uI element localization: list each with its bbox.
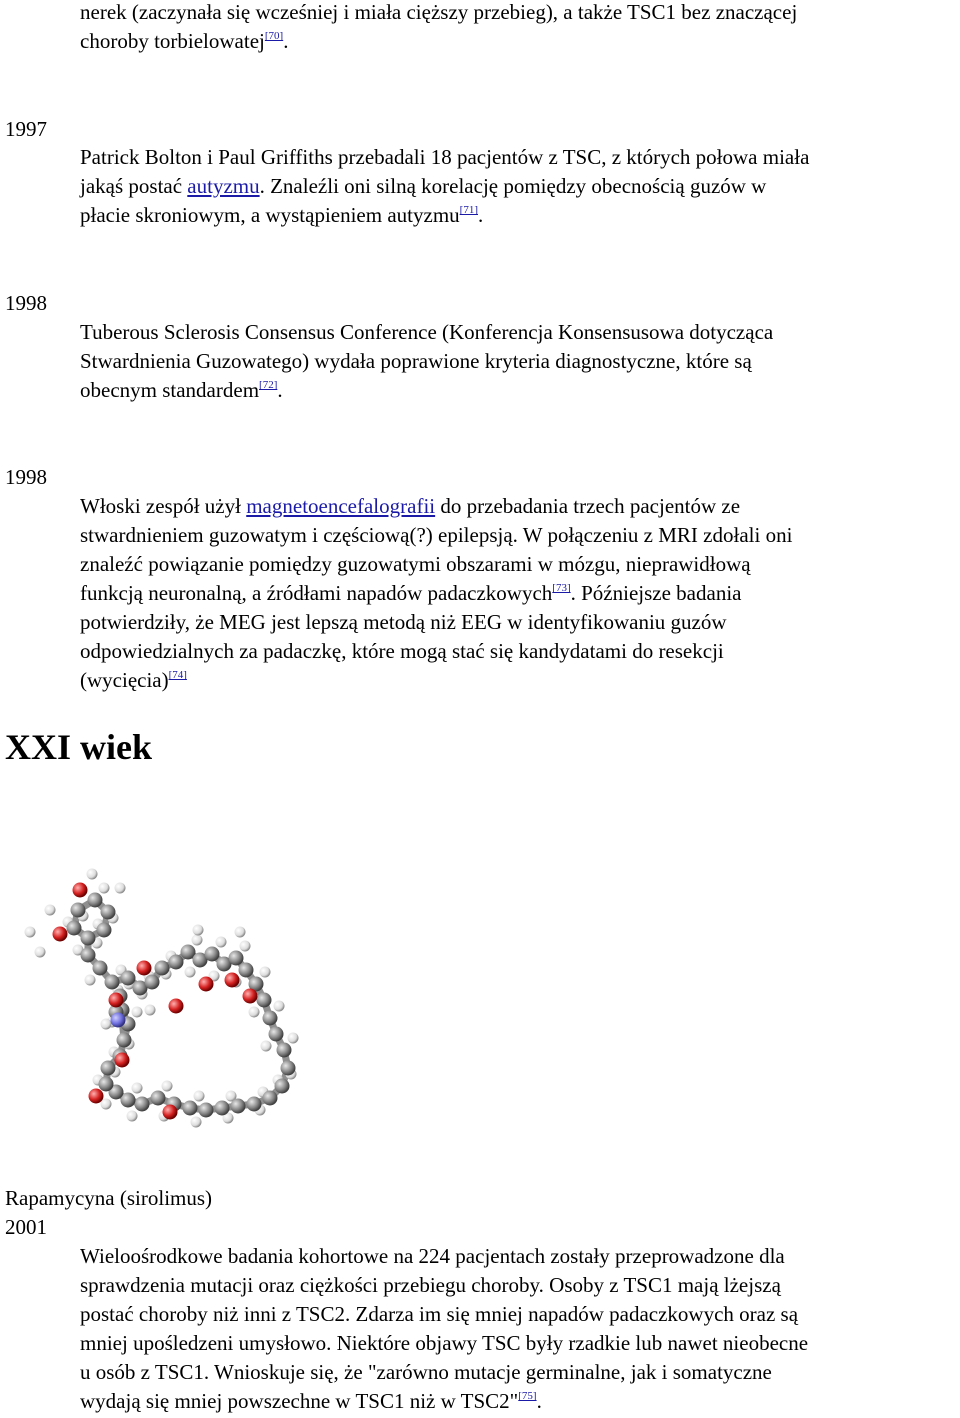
year-1998: 1998 [5,291,47,315]
hydrogen-atom [235,927,246,938]
hydrogen-atom [101,1019,112,1030]
carbon-atom [229,951,244,966]
citation-72[interactable] [259,379,277,391]
carbon-atom [105,975,120,990]
oxygen-atom [115,1053,130,1068]
text: . Znaleźli oni silną korelację pomiędzy obecnością guzów w [259,174,767,198]
carbon-atom [151,1091,166,1106]
hydrogen-atom [274,1001,285,1012]
entry-1997-line-1: Patrick Bolton i Paul Griffiths przebadali 18 pacjentów z TSC, z których połowa miała [80,145,810,169]
carbon-atom [99,1077,114,1092]
hydrogen-atom [240,941,251,952]
carbon-atom [101,905,116,920]
oxygen-atom [225,973,240,988]
hydrogen-atom [132,1007,143,1018]
citation-75[interactable] [518,1390,536,1402]
hydrogen-atom [288,1033,299,1044]
carbon-atom [239,963,254,978]
carbon-atom [88,893,103,908]
carbon-atom [145,975,160,990]
text: do przebadania trzech pacjentów ze [435,494,741,518]
period: . [536,1389,542,1413]
carbon-atom [121,971,136,986]
oxygen-atom [73,883,88,898]
text: . Późniejsze badania [570,581,742,605]
figure-caption: Rapamycyna (sirolimus) [5,1186,213,1210]
carbon-atom [247,1097,262,1112]
carbon-atom [155,961,170,976]
entry-1997-line-3 [80,201,483,230]
carbon-atom [199,1103,214,1118]
citation-70[interactable] [265,30,283,42]
magnetoencephalography-link[interactable]: magnetoencefalografii [246,494,436,518]
hydrogen-atom [99,883,110,894]
carbon-atom [101,1061,116,1076]
citation-link[interactable]: [70] [264,30,284,42]
entry-2001-line-6 [80,1387,542,1416]
citation-link[interactable]: [73] [552,582,571,594]
entry-1998b-line-1 [80,492,740,521]
citation-link[interactable]: [72] [259,379,278,391]
carbon-atom [277,1043,292,1058]
hydrogen-atom [25,927,36,938]
entry-2001-line-4: mniej upośledzeni umysłowo. Niektóre objawy TSC były rzadkie lub nawet nieobecne [80,1331,809,1355]
hydrogen-atom [194,1091,205,1102]
text: obecnym standardem [80,378,260,402]
citation-link[interactable]: [75] [518,1390,537,1402]
text: Włoski zespół użył [80,494,247,518]
period: . [277,378,283,402]
hydrogen-atom [132,1083,143,1094]
text: (wycięcia) [80,668,169,692]
entry-1998b-line-4 [80,579,741,608]
entry-1998b-line-2: stwardnieniem guzowatym i częściową(?) epilepsją. W połączeniu z MRI zdołali oni [80,523,793,547]
intro-line-2 [80,27,288,56]
hydrogen-atom [45,905,56,916]
hydrogen-atom [127,1111,138,1122]
carbon-atom [231,1099,246,1114]
autism-link[interactable]: autyzmu [187,174,260,198]
carbon-atom [263,1011,278,1026]
carbon-atom [81,931,96,946]
hydrogen-atom [35,947,46,958]
oxygen-atom [137,961,152,976]
hydrogen-atom [185,967,196,978]
text: płacie skroniowym, a wystąpieniem autyzmu [80,203,460,227]
carbon-atom [93,961,108,976]
hydrogen-atom [192,935,203,946]
entry-2001-line-5: u osób z TSC1. Wnioskuje się, że "zarówno mutacje germinalne, jak i somatyczne [80,1360,772,1384]
entry-1998a-line-1: Tuberous Sclerosis Consensus Conference (Konferencja Konsensusowa dotycząca [80,320,774,344]
text: wydają się mniej powszechne w TSC1 niż w TSC2" [80,1389,519,1413]
oxygen-atom [243,989,258,1004]
entry-1998a-line-3 [80,376,283,405]
hydrogen-atom [162,1081,173,1092]
hydrogen-atom [193,925,204,936]
intro-text: choroby torbielowatej [80,29,265,53]
entry-1998b-line-7 [80,666,187,695]
carbon-atom [257,993,272,1008]
text: funkcją neuronalną, a źródłami napadów padaczkowych [80,581,553,605]
carbon-atom [275,1079,290,1094]
entry-2001-line-3: postać choroby niż inni z TSC2. Zdarza im się mniej napadów padaczkowych oraz są [80,1302,799,1326]
entry-1997-line-2 [80,172,766,201]
citation-link[interactable]: [71] [459,204,478,216]
period: . [477,203,484,227]
period: . [283,29,289,53]
carbon-atom [97,923,112,938]
oxygen-atom [169,999,184,1014]
citation-link[interactable]: [74] [168,669,187,681]
entry-2001-line-2: sprawdzenia mutacji oraz ciężkości przebiegu choroby. Osoby z TSC1 mają lżejszą [80,1273,781,1297]
entry-1998b-line-3: znaleźć powiązanie pomiędzy guzowatymi obszarami w mózgu, nieprawidłową [80,552,751,576]
carbon-atom [135,1097,150,1112]
year-1997: 1997 [5,117,47,141]
oxygen-atom [163,1105,178,1120]
carbon-atom [263,1091,278,1106]
hydrogen-atom [191,1117,202,1128]
carbon-atom [281,1061,296,1076]
hydrogen-atom [115,883,126,894]
citation-74[interactable] [169,669,187,681]
carbon-atom [67,921,82,936]
hydrogen-atom [216,937,227,948]
oxygen-atom [89,1089,104,1104]
hydrogen-atom [85,975,96,986]
citation-73[interactable] [552,582,570,594]
carbon-atom [183,1101,198,1116]
oxygen-atom [109,993,124,1008]
entry-2001-line-1: Wieloośrodkowe badania kohortowe na 224 pacjentach zostały przeprowadzone dla [80,1244,785,1268]
citation-71[interactable] [460,204,478,216]
entry-1998a-line-2: Stwardnienia Guzowatego) wydała poprawione kryteria diagnostyczne, które są [80,349,752,373]
hydrogen-atom [145,1005,156,1016]
carbon-atom [169,955,184,970]
carbon-atom [81,948,96,963]
carbon-atom [205,947,220,962]
year-1998-b: 1998 [5,465,47,489]
section-heading: XXI wiek [5,727,153,767]
nitrogen-atom [111,1013,126,1028]
year-2001: 2001 [5,1215,47,1239]
entry-1998b-line-5: potwierdziły, że MEG jest lepszą metodą niż EEG w identyfikowaniu guzów [80,610,727,634]
hydrogen-atom [87,869,98,880]
intro-line-1: nerek (zaczynała się wcześniej i miała cięższy przebieg), a także TSC1 bez znaczącej [80,0,798,24]
hydrogen-atom [249,1007,260,1018]
carbon-atom [117,1033,132,1048]
entry-1998b-line-6: odpowiedzialnych za padaczkę, które mogą stać się kandydatami do resekcji [80,639,724,663]
oxygen-atom [53,927,68,942]
text: jakąś postać [80,174,188,198]
hydrogen-atom [260,967,271,978]
rapamycin-molecule-image [0,860,300,1160]
carbon-atom [269,1027,284,1042]
carbon-atom [71,903,86,918]
carbon-atom [215,1101,230,1116]
oxygen-atom [199,977,214,992]
hydrogen-atom [261,1041,272,1052]
